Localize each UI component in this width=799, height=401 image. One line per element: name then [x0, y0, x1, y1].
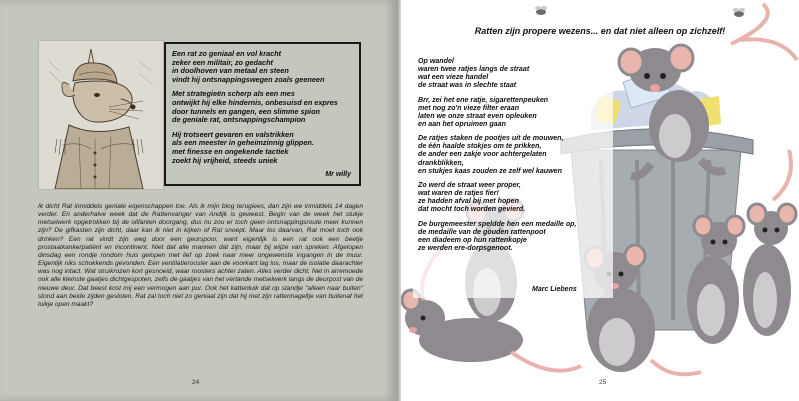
poem-line: als een meester in geheimzinnig glippen.: [172, 138, 314, 148]
fly-icon: [733, 8, 745, 17]
poem-line: De ratjes staken de pootjes uit de mouwen,: [418, 134, 564, 143]
fly-icon: [535, 6, 547, 15]
poem-line: wat een vieze handel: [418, 73, 489, 82]
poem-line: De burgemeester speldde hen een medaille op,: [418, 219, 577, 228]
poem-line: Zo werd de straat weer proper,: [418, 181, 521, 190]
rat-soldier-sketch: [38, 40, 164, 190]
poem-line: waren twee ratjes langs de straat: [418, 65, 530, 74]
poem-line: zeker een militair, zo gedacht: [172, 57, 273, 67]
poem-line: en aan het opruimen gaan: [418, 119, 506, 128]
poem-line: met finesse en ongekende tactiek: [172, 146, 289, 156]
right-poem: [418, 57, 618, 252]
poem-line: de straat was in slechte staat: [418, 81, 517, 90]
poem-line: wat waren de ratjes fier!: [418, 189, 499, 198]
poem-line: de ander een zakje voor achtergelaten: [418, 150, 547, 159]
poem-line: Hij trotseert gevaren en valstrikken: [172, 129, 294, 139]
right-poem-signature: Marc Liebens: [532, 286, 577, 293]
poem-line: Een rat zo geniaal en vol kracht: [172, 49, 282, 58]
poem-line: met nog zo'n vieze filter eraan: [418, 103, 520, 112]
poem-line: in doolhoven van metaal en steen: [172, 66, 289, 76]
poem-line: drankblikken,: [418, 158, 464, 167]
page-number-left: 24: [192, 379, 200, 386]
poem-line: Met strategieën scherp als een mes: [172, 89, 295, 99]
poem-line: laten we onze straat even opleuken: [418, 111, 537, 120]
poem-line: door tunnels en gangen, een slimme spion: [172, 106, 320, 116]
left-poem-lines: [172, 50, 353, 165]
poem-line: de medaille van de gouden rattenpoot: [418, 227, 546, 236]
page-number-right: 25: [599, 379, 607, 386]
poem-line: Brr, zei het ene ratje, sigarettenpeuken: [418, 95, 549, 104]
poem-line: ze hadden afval bij met hopen: [418, 197, 519, 206]
poem-line: ontwijkt hij elke hindernis, onbesuisd en expres: [172, 97, 338, 107]
sketch-drawing: [39, 41, 163, 189]
poem-line: vindt hij ontsnappingswegen zoals geeneen: [172, 74, 325, 84]
poem-line: Op wandel: [418, 57, 454, 65]
poem-line: dat mocht toch worden gevierd.: [418, 205, 526, 214]
poem-line: een diadeem op hun rattenkopje: [418, 235, 527, 244]
right-poem-lines: [418, 57, 618, 252]
poem-line: ze werden ere-dorpsgenoot.: [418, 243, 513, 252]
poem-line: de één haalde stokjes om te prikken,: [418, 142, 542, 151]
left-poem-box: [164, 42, 361, 186]
rat-right-2: [743, 150, 796, 336]
left-poem-signature: Mr willy: [325, 171, 351, 178]
right-page-title: Ratten zijn propere wezens... en dat niet alleen op zichzelf!: [474, 26, 726, 36]
poem-line: de geniale rat, ontsnappingschampion: [172, 115, 306, 125]
rat-tail: [741, 39, 797, 60]
prose-paragraph: Ik dicht Rat inmiddels geniale eigenschappen toe. Als ik mijn blog terugiees, dan zijn we inmiddels 14 dagen verder. En anderhalve week dat de Rattenvanger van Andijk is geweest. Begin van de week het stukje metselwerk opgetrokken bij de olifanten doorgang, dus nu zou er toch geen ontsnappingsroute meer kunnen zijn? De gifkasten zijn dicht, daar kan ik niet in kijken of Rat snoept. Maar los daarvan, Rat moet toch ook drinken? Een rat vindt zijn weg door een geurspoor, want eigenlijk is een rat ook een beetje prostaatkankerpatiënt en incontinent. Niet dat alle mannen dat zijn, maar bij wijze van spreken. Afgelopen dinsdag een rondje rondom huis gelopen met lief op zoek naar meer ongewenste ingangen in de muur. Eigenlijk niks schokkends gevonden. Een ventilatierooster aan de voorkant lag los, maar de isolatie daarachter was nog intact. Wat struikrozen kort gesnoeid, waar roosters achter zaten. Alles verder dicht. Net in arremoede ook alle kleinste gaatjes dichtgespoten, zelfs de gaatjes van het vertande metselwerk langs de deurpost van de nieuwe deur. Dat beest kost mij een vermogen aan pur. Ook het kattenluik dat op standje "alleen naar buiten" stond aan beide zijden gesloten. Rat zal toch niet zo geniaal zijn dat hij met zijn rattennageltje van buitenaf het luikje open maakt?: [38, 203, 363, 308]
poem-line: zoekt hij vrijheid, steeds uniek: [172, 155, 278, 165]
left-prose: [38, 203, 363, 309]
poem-line: en stukjes kaas zouden ze zelf wel kauwen: [418, 166, 562, 175]
